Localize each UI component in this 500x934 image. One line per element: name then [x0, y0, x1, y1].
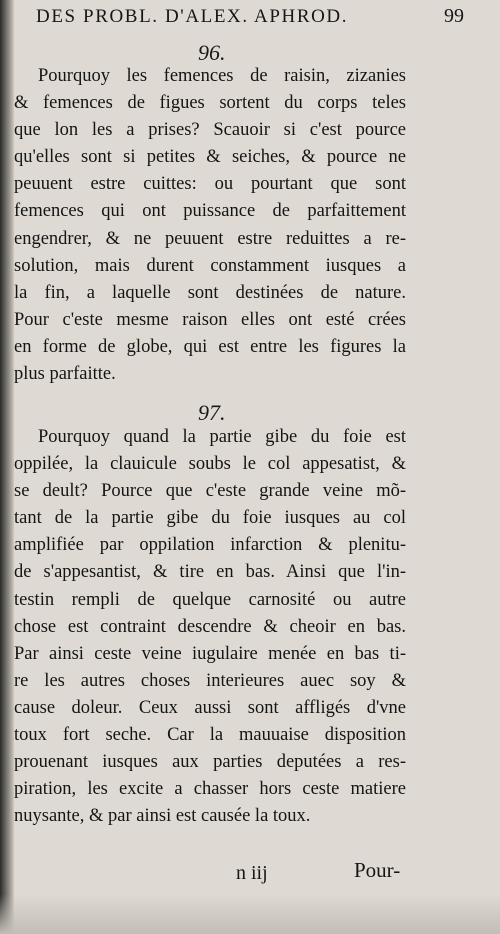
- text-line: Par ainsi ceste veine iugulaire menée en bas ti-: [14, 643, 406, 664]
- text-line: cause doleur. Ceux aussi sont affligés d'vne: [14, 697, 406, 718]
- text-line: peuuent estre cuittes: ou pourtant que sont: [14, 174, 406, 195]
- text-line: & femences de figues sortent du corps teles: [14, 93, 406, 114]
- text-line: se deult? Pource que c'este grande veine mõ-: [14, 481, 406, 502]
- page-bottom-shade: [0, 894, 500, 934]
- page-number: 99: [444, 5, 464, 27]
- text-line: de s'appesantist, & tire en bas. Ainsi que l'in-: [14, 562, 406, 583]
- text-line: engendrer, & ne peuuent estre reduittes a re-: [14, 228, 406, 249]
- section-96-text: [14, 63, 406, 388]
- text-line: que lon les a prises? Scauoir si c'est pource: [14, 120, 406, 141]
- text-line: oppilée, la clauicule soubs le col appesatist, &: [14, 454, 406, 475]
- text-line: nuysante, & par ainsi est causée la toux.: [14, 806, 311, 827]
- text-line: tant de la partie gibe du foie iusques au col: [14, 508, 406, 529]
- section-number-97: 97.: [198, 400, 226, 425]
- text-line: piration, les excite a chasser hors ceste matiere: [14, 779, 406, 800]
- text-line: Pourquoy les femences de raisin, zizanies: [38, 66, 406, 86]
- text-line: re les autres choses interieures auec soy &: [14, 670, 406, 691]
- text-line: plus parfaitte.: [14, 364, 116, 385]
- text-line: Pourquoy quand la partie gibe du foie est: [38, 427, 406, 447]
- text-line: la fin, a laquelle sont destinées de nature.: [14, 282, 406, 303]
- text-line: testin rempli de quelque carnosité ou autre: [14, 589, 406, 610]
- text-line: toux fort seche. Car la mauuaise disposition: [14, 725, 406, 746]
- text-line: prouenant iusques aux parties deputées a res-: [14, 752, 406, 773]
- text-line: solution, mais durent constamment iusques a: [14, 255, 406, 276]
- text-line: femences qui ont puissance de parfaittement: [14, 201, 406, 222]
- signature-mark: n iij: [236, 862, 268, 884]
- binding-gutter: [0, 0, 14, 934]
- text-line: Pour c'este mesme raison elles ont esté crées: [14, 309, 406, 330]
- text-line: chose est contraint descendre & cheoir en bas.: [14, 616, 406, 637]
- catchword: Pour-: [354, 858, 401, 882]
- section-97-text: [14, 424, 406, 830]
- text-line: en forme de globe, qui est entre les figures la: [14, 336, 406, 357]
- text-line: amplifiée par oppilation infarction & plenitu-: [14, 535, 406, 556]
- text-line: qu'elles sont si petites & seiches, & pource ne: [14, 147, 406, 168]
- running-head: DES PROBL. D'ALEX. APHROD.: [36, 6, 349, 27]
- section-number-96: 96.: [198, 40, 226, 65]
